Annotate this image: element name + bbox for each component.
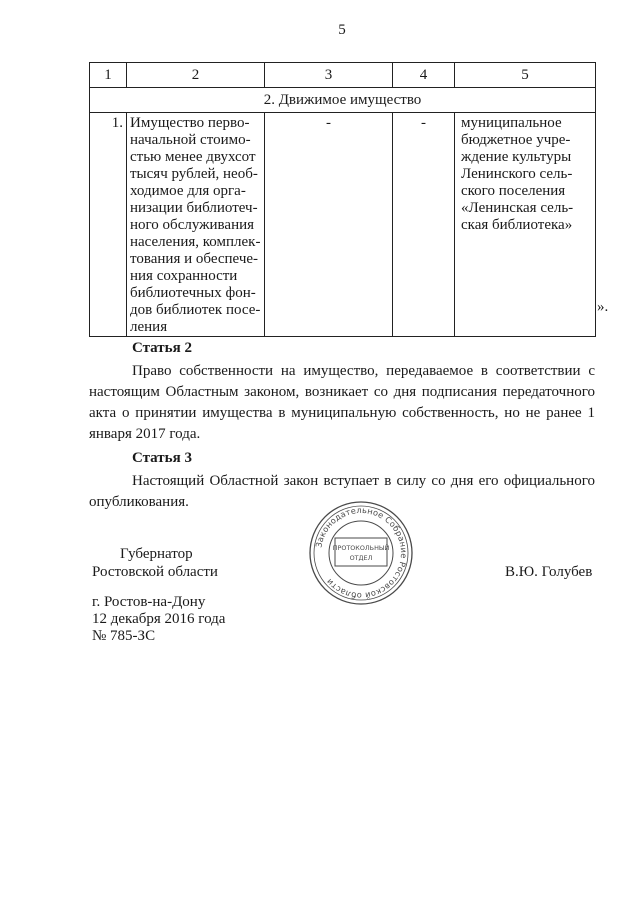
article3-text: Настоящий Областной закон вступает в силу со дня его официального опубликования. <box>89 473 595 510</box>
text-line: ления <box>130 319 168 335</box>
text-line: муниципальное <box>461 115 562 131</box>
table-row <box>90 113 596 337</box>
recipient <box>455 113 596 337</box>
text-line: низации библиотеч- <box>130 200 258 216</box>
stamp-ring-text: Законодательное Собрание Ростовской области <box>313 504 410 602</box>
issuance-number: № 785-ЗС <box>92 628 156 644</box>
article2-title: Статья 2 <box>132 340 192 356</box>
text-line: ского поселения <box>461 183 566 199</box>
stamp-center-line2: ОТДЕЛ <box>349 554 373 562</box>
text-line: библиотечных фон- <box>130 285 256 301</box>
text-line: Имущество перво- <box>130 115 250 131</box>
text-line: бюджетное учре- <box>461 132 571 148</box>
article2-text: Право собственности на имущество, передаваемое в соответствии с настоящим Областным законом, возникает со дня подписания передаточного акта о принятии имущества в муниципальную собственность, но не ранее 1 января 2017 года. <box>89 363 595 442</box>
stamp-center-line1: ПРОТОКОЛЬНЫЙ <box>332 544 390 552</box>
issuance-date: 12 декабря 2016 года <box>92 611 226 627</box>
header-cell: 5 <box>455 63 596 88</box>
text-line: тования и обеспече- <box>130 251 259 267</box>
table-header-row <box>90 63 596 88</box>
header-cell: 1 <box>90 63 127 88</box>
official-stamp <box>308 500 414 606</box>
text-line: «Ленинская сель- <box>461 200 574 216</box>
section-row <box>90 88 596 113</box>
cell-col4: - <box>393 113 455 337</box>
header-cell: 3 <box>265 63 393 88</box>
page-number: 5 <box>338 22 346 38</box>
text-line: населения, комплек- <box>130 234 261 250</box>
closing-quote: ». <box>597 299 609 315</box>
cell-col3: - <box>265 113 393 337</box>
property-table <box>89 62 596 337</box>
signer-name: В.Ю. Голубев <box>505 564 593 580</box>
text-line: дов библиотек посе- <box>130 302 261 318</box>
text-line: начальной стоимо- <box>130 132 251 148</box>
text-line: ждение культуры <box>461 149 572 165</box>
header-cell: 2 <box>127 63 265 88</box>
signer-position-line2: Ростовской области <box>92 564 218 580</box>
text-line: тысяч рублей, необ- <box>130 166 258 182</box>
text-line: стью менее двухсот <box>130 149 256 165</box>
section-title: 2. Движимое имущество <box>90 88 596 113</box>
text-line: ходимое для орга- <box>130 183 246 199</box>
property-name <box>127 113 265 337</box>
text-line: ская библиотека» <box>461 217 573 233</box>
header-cell: 4 <box>393 63 455 88</box>
issuance-place: г. Ростов-на-Дону <box>92 594 206 610</box>
article3-title: Статья 3 <box>132 450 192 466</box>
text-line: Ленинского сель- <box>461 166 573 182</box>
row-number: 1. <box>90 113 127 337</box>
signer-position-line1: Губернатор <box>120 546 193 562</box>
text-line: ния сохранности <box>130 268 238 284</box>
text-line: ного обслуживания <box>130 217 255 233</box>
